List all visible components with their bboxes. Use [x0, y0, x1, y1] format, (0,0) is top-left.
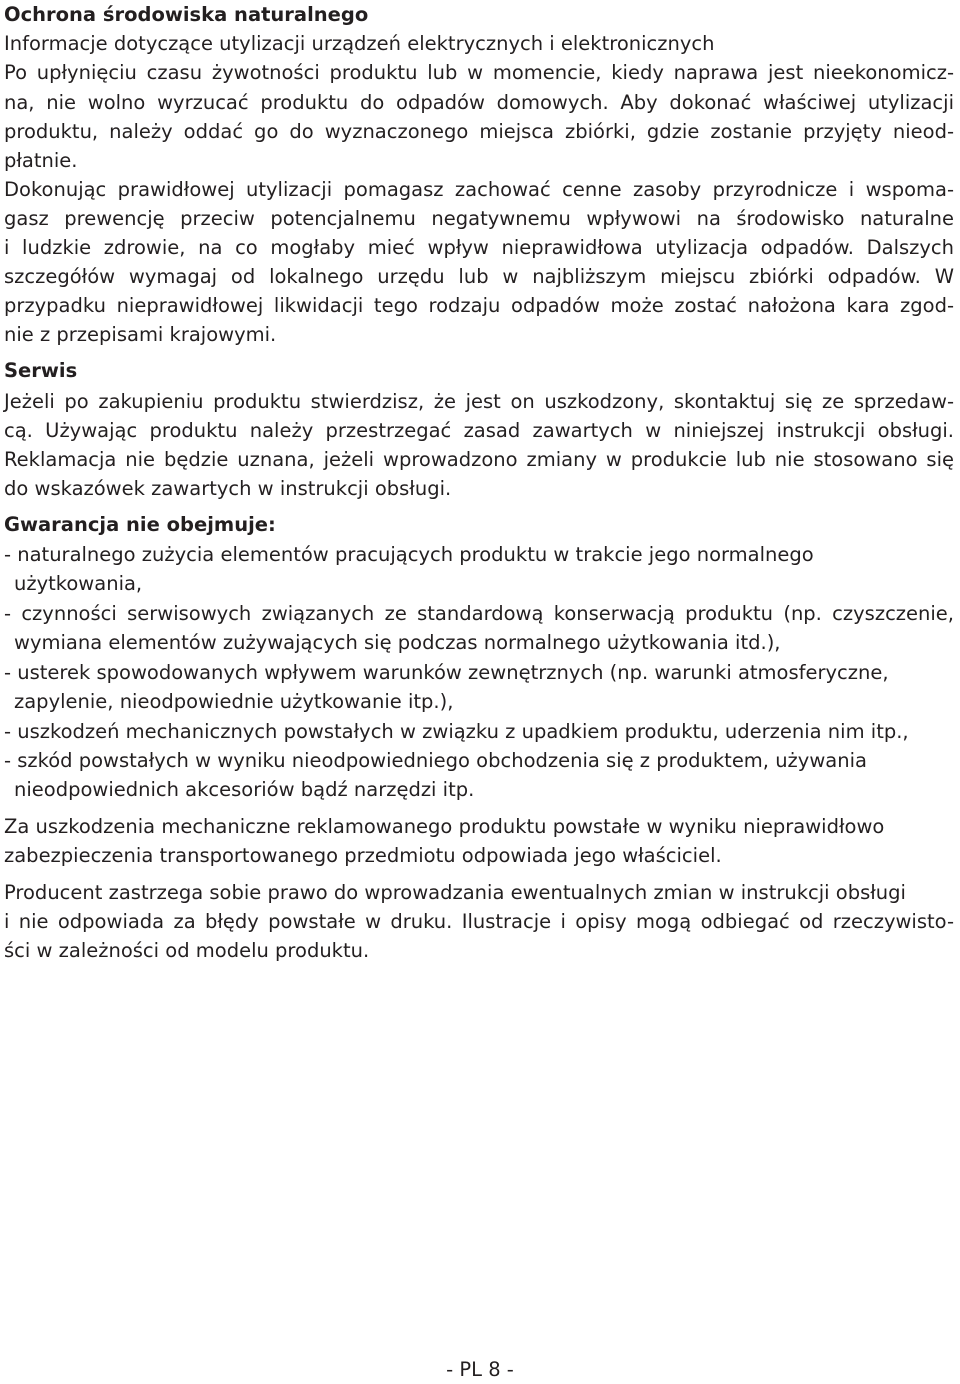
list-item: - szkód powstałych w wyniku nieodpowiedniego obchodzenia się z produktem, używania	[4, 749, 867, 772]
paragraph-line: zabezpieczenia transportowanego przedmiotu odpowiada jego właściciel.	[4, 844, 722, 867]
paragraph-line: na, nie wolno wyrzucać produktu do odpadów domowych. Aby dokonać właściwej utylizacji	[4, 91, 954, 114]
list-item-continuation: użytkowania,	[14, 572, 143, 595]
page-number: - PL 8 -	[446, 1358, 514, 1381]
paragraph-line: gasz prewencję przeciw potencjalnemu negatywnemu wpływowi na środowisko naturalne	[4, 207, 954, 230]
list-item-continuation: wymiana elementów zużywających się podczas normalnego użytkowania itd.),	[14, 631, 781, 654]
paragraph-line: Dokonując prawidłowej utylizacji pomagasz zachować cenne zasoby przyrodnicze i wspoma-	[4, 178, 954, 201]
list-item-continuation: nieodpowiednich akcesoriów bądź narzędzi itp.	[14, 778, 475, 801]
paragraph-line: szczegółów wymagaj od lokalnego urzędu lub w najbliższym miejscu zbiórki odpadów. W	[4, 265, 954, 288]
paragraph-line: Producent zastrzega sobie prawo do wprowadzania ewentualnych zmian w instrukcji obsługi	[4, 881, 906, 904]
list-item: - czynności serwisowych związanych ze standardową konserwacją produktu (np. czyszczenie,	[4, 602, 954, 625]
heading-environment: Ochrona środowiska naturalnego	[4, 3, 369, 26]
list-item: - naturalnego zużycia elementów pracujących produktu w trakcie jego normalnego	[4, 543, 814, 566]
paragraph-line: do wskazówek zawartych w instrukcji obsługi.	[4, 477, 452, 500]
paragraph-line: Za uszkodzenia mechaniczne reklamowanego produktu powstałe w wyniku nieprawidłowo	[4, 815, 885, 838]
paragraph-line: produktu, należy oddać go do wyznaczonego miejsca zbiórki, gdzie zostanie przyjęty nieod-	[4, 120, 954, 143]
paragraph-line: ści w zależności od modelu produktu.	[4, 939, 370, 962]
paragraph-line: Po upłynięciu czasu żywotności produktu lub w momencie, kiedy naprawa jest nieekonomicz-	[4, 61, 954, 84]
heading-warranty: Gwarancja nie obejmuje:	[4, 513, 276, 536]
paragraph-line: płatnie.	[4, 149, 78, 172]
paragraph-line: Jeżeli po zakupieniu produktu stwierdzisz, że jest on uszkodzony, skontaktuj się ze sprzedaw-	[4, 390, 954, 413]
paragraph-line: Reklamacja nie będzie uznana, jeżeli wprowadzono zmiany w produkcie lub nie stosowano się	[4, 448, 954, 471]
paragraph-line: i nie odpowiada za błędy powstałe w druku. Ilustracje i opisy mogą odbiegać od rzeczywisto-	[4, 910, 954, 933]
paragraph-line: cą. Używając produktu należy przestrzegać zasad zawartych w niniejszej instrukcji obsługi.	[4, 419, 954, 442]
paragraph-line: przypadku nieprawidłowej likwidacji tego rodzaju odpadów może zostać nałożona kara zgod-	[4, 294, 954, 317]
heading-service: Serwis	[4, 359, 78, 382]
paragraph-line: i ludzkie zdrowie, na co mogłaby mieć wpływ nieprawidłowa utylizacja odpadów. Dalszych	[4, 236, 954, 259]
subheading-disposal: Informacje dotyczące utylizacji urządzeń elektrycznych i elektronicznych	[4, 32, 715, 55]
list-item: - usterek spowodowanych wpływem warunków zewnętrznych (np. warunki atmosferyczne,	[4, 661, 889, 684]
list-item: - uszkodzeń mechanicznych powstałych w związku z upadkiem produktu, uderzenia nim itp.,	[4, 720, 909, 743]
list-item-continuation: zapylenie, nieodpowiednie użytkowanie itp.),	[14, 690, 454, 713]
paragraph-line: nie z przepisami krajowymi.	[4, 323, 277, 346]
